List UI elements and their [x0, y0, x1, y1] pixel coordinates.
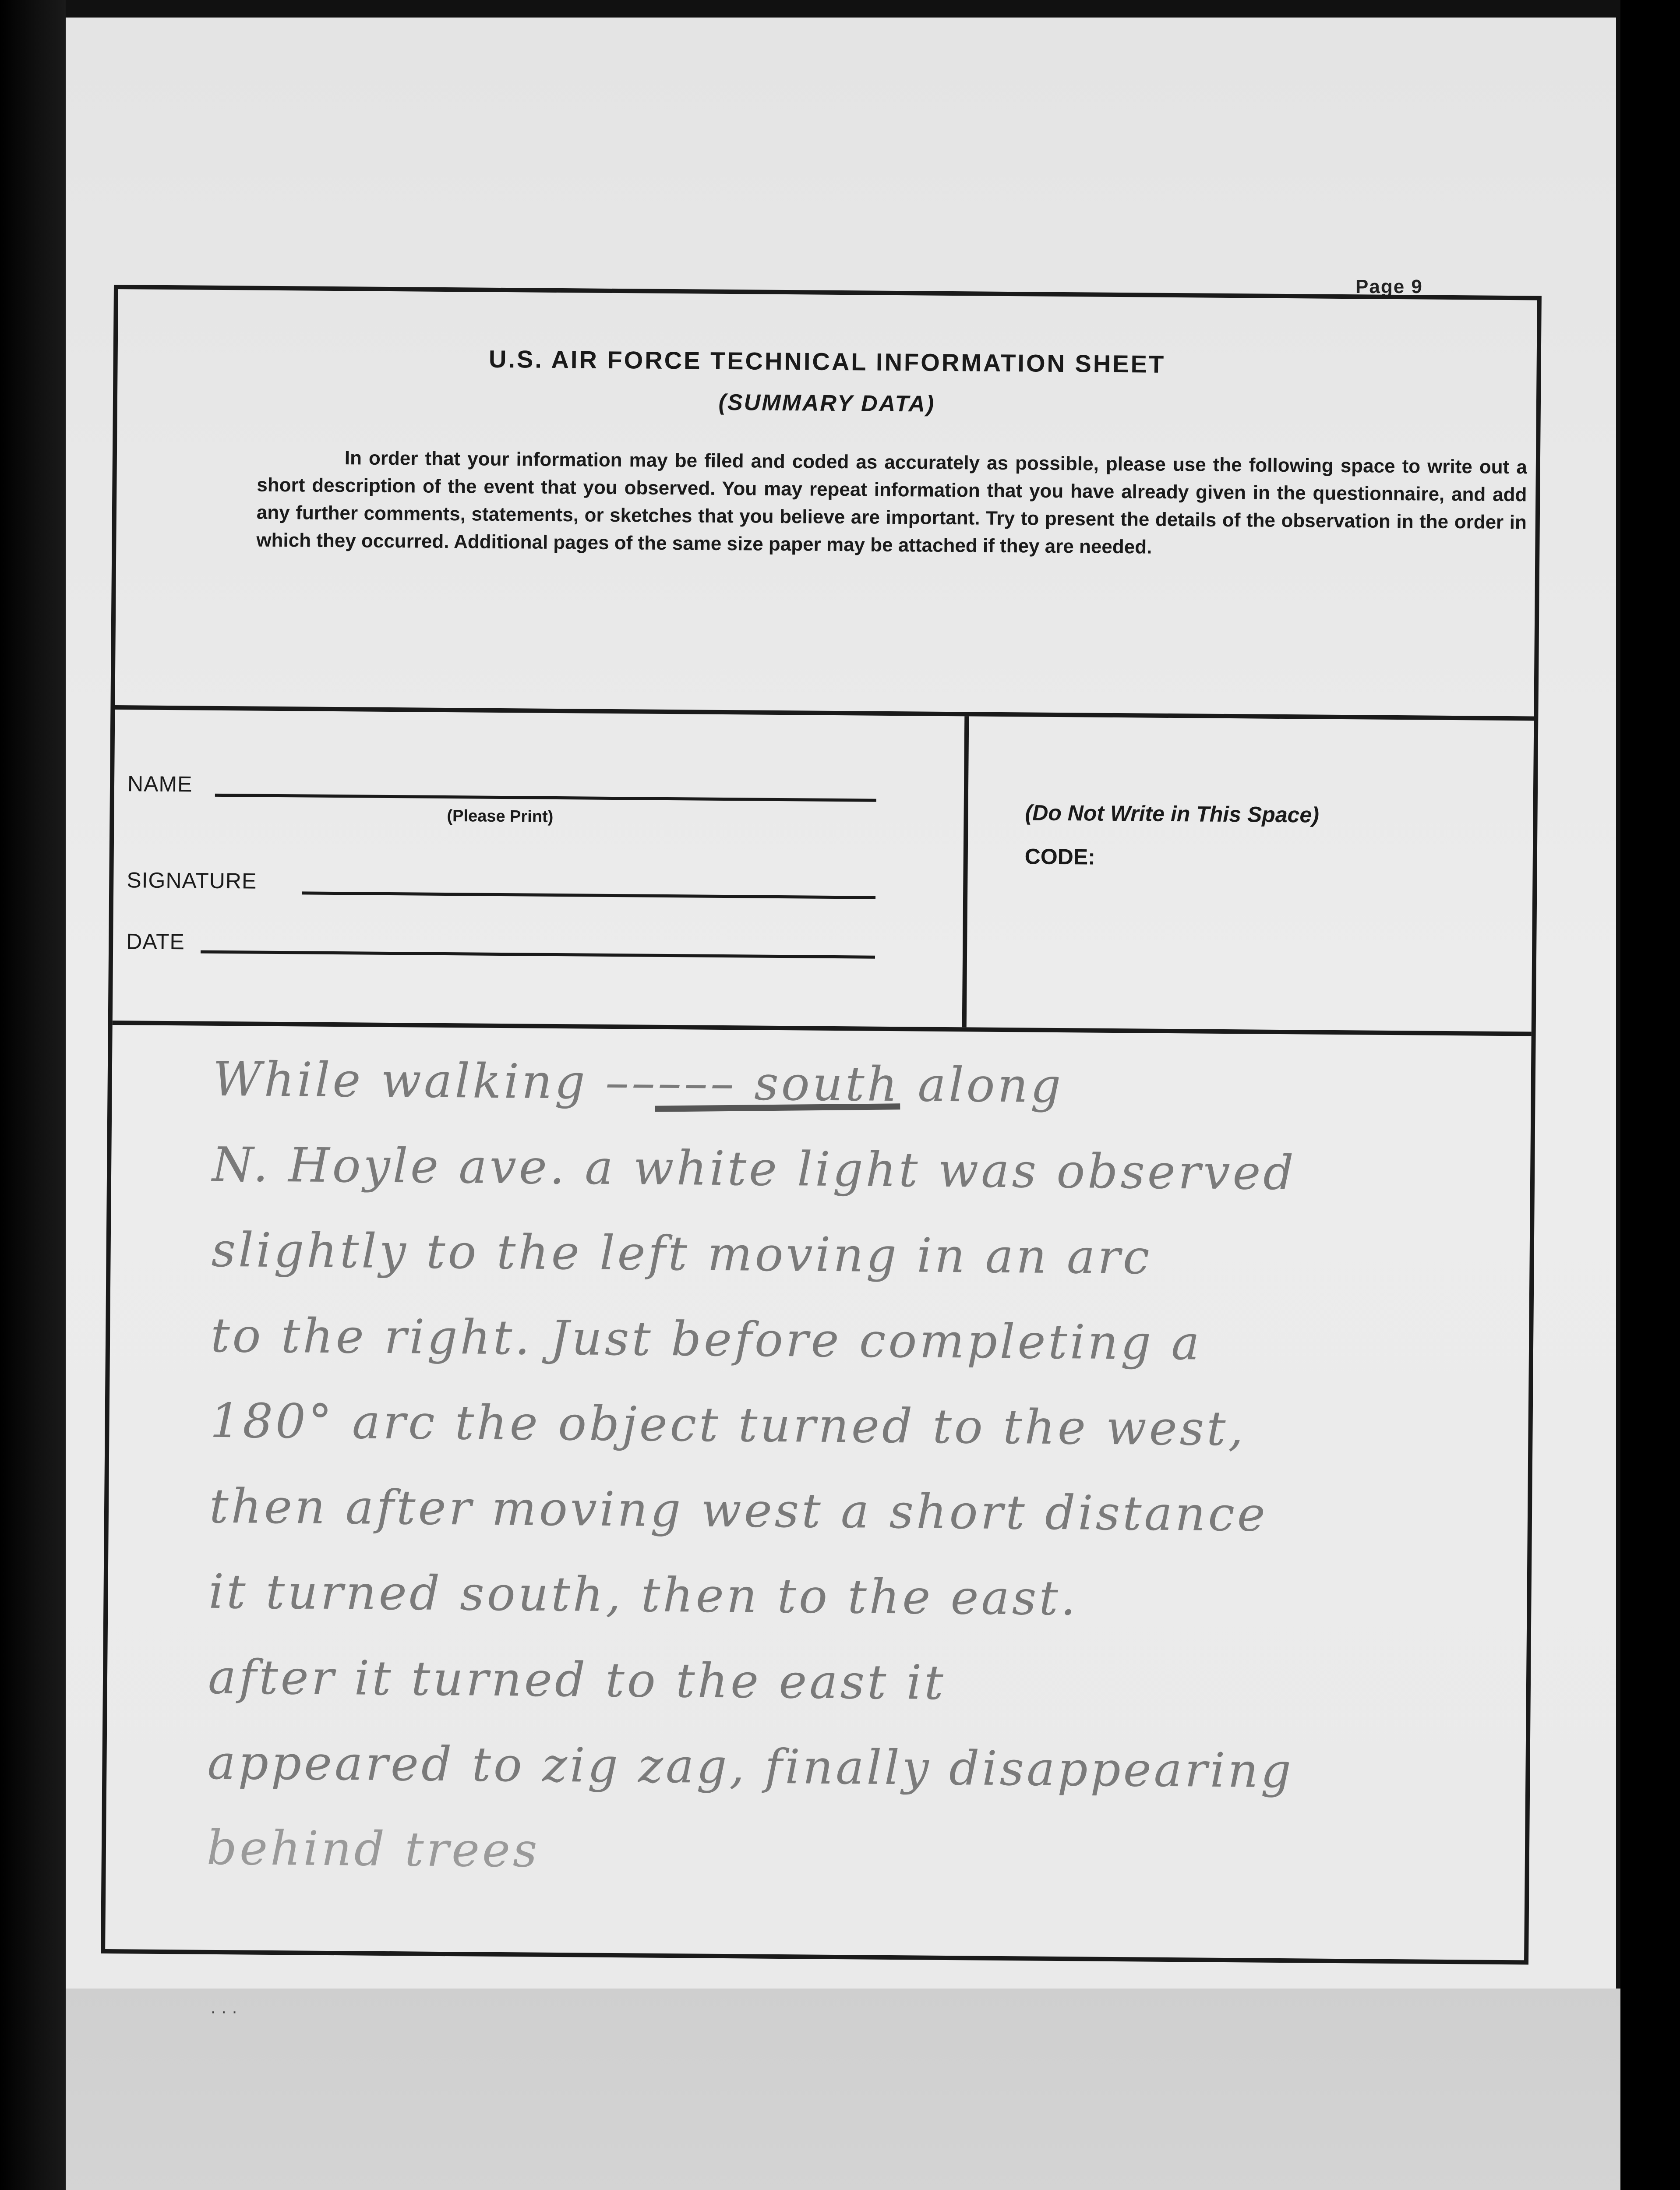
print-note: (Please Print)	[447, 807, 554, 826]
page-number: Page 9	[1355, 276, 1423, 297]
identification-section	[113, 710, 1534, 1036]
form-subtitle: (SUMMARY DATA)	[718, 389, 935, 417]
left-film-edge	[0, 0, 66, 2190]
form-header	[115, 289, 1537, 721]
narrative-line: then after moving west a short distance	[209, 1479, 1268, 1542]
signature-field[interactable]	[302, 891, 875, 899]
date-label: DATE	[126, 929, 185, 954]
form-instructions: In order that your information may be filed and coded as accurately as possible, please use the following space to write out a short description of the event that you observed. You may repeat information that you have already given in the questionnaire, and add any further comments, statements, or sketches that you believe are important. Try to present the details of the observation in the order in which they occurred. Additional pages of the same size paper may be attached if they are needed.	[256, 447, 1528, 558]
information-sheet-form	[101, 285, 1542, 1964]
right-film-edge	[1620, 0, 1680, 2190]
respondent-fields	[113, 710, 969, 1027]
dust-specks: · · ·	[210, 2002, 238, 2021]
lower-paper-strip	[0, 1989, 1680, 2190]
narrative-line: behind trees	[206, 1820, 540, 1878]
narrative-line: 180° arc the object turned to the west,	[210, 1393, 1246, 1457]
date-field[interactable]	[201, 950, 875, 959]
handwritten-narrative	[105, 1025, 1532, 1969]
office-use-note: (Do Not Write in This Space)	[1025, 800, 1320, 827]
narrative-line: While walking ––––– south along	[212, 1052, 1064, 1114]
code-label: CODE:	[1024, 844, 1096, 869]
narrative-line: after it turned to the east it	[208, 1650, 946, 1711]
narrative-line: N. Hoyle ave. a white light was observed	[212, 1137, 1297, 1201]
signature-label: SIGNATURE	[127, 868, 257, 894]
narrative-line: appeared to zig zag, finally disappearing	[207, 1735, 1294, 1799]
name-label: NAME	[127, 771, 193, 797]
narrative-line: it turned south, then to the east.	[208, 1564, 1079, 1626]
form-title: U.S. AIR FORCE TECHNICAL INFORMATION SHEET	[488, 345, 1166, 378]
name-field[interactable]	[215, 794, 876, 802]
narrative-line: to the right. Just before completing a	[210, 1308, 1203, 1371]
narrative-line: slightly to the left moving in an arc	[211, 1222, 1152, 1285]
